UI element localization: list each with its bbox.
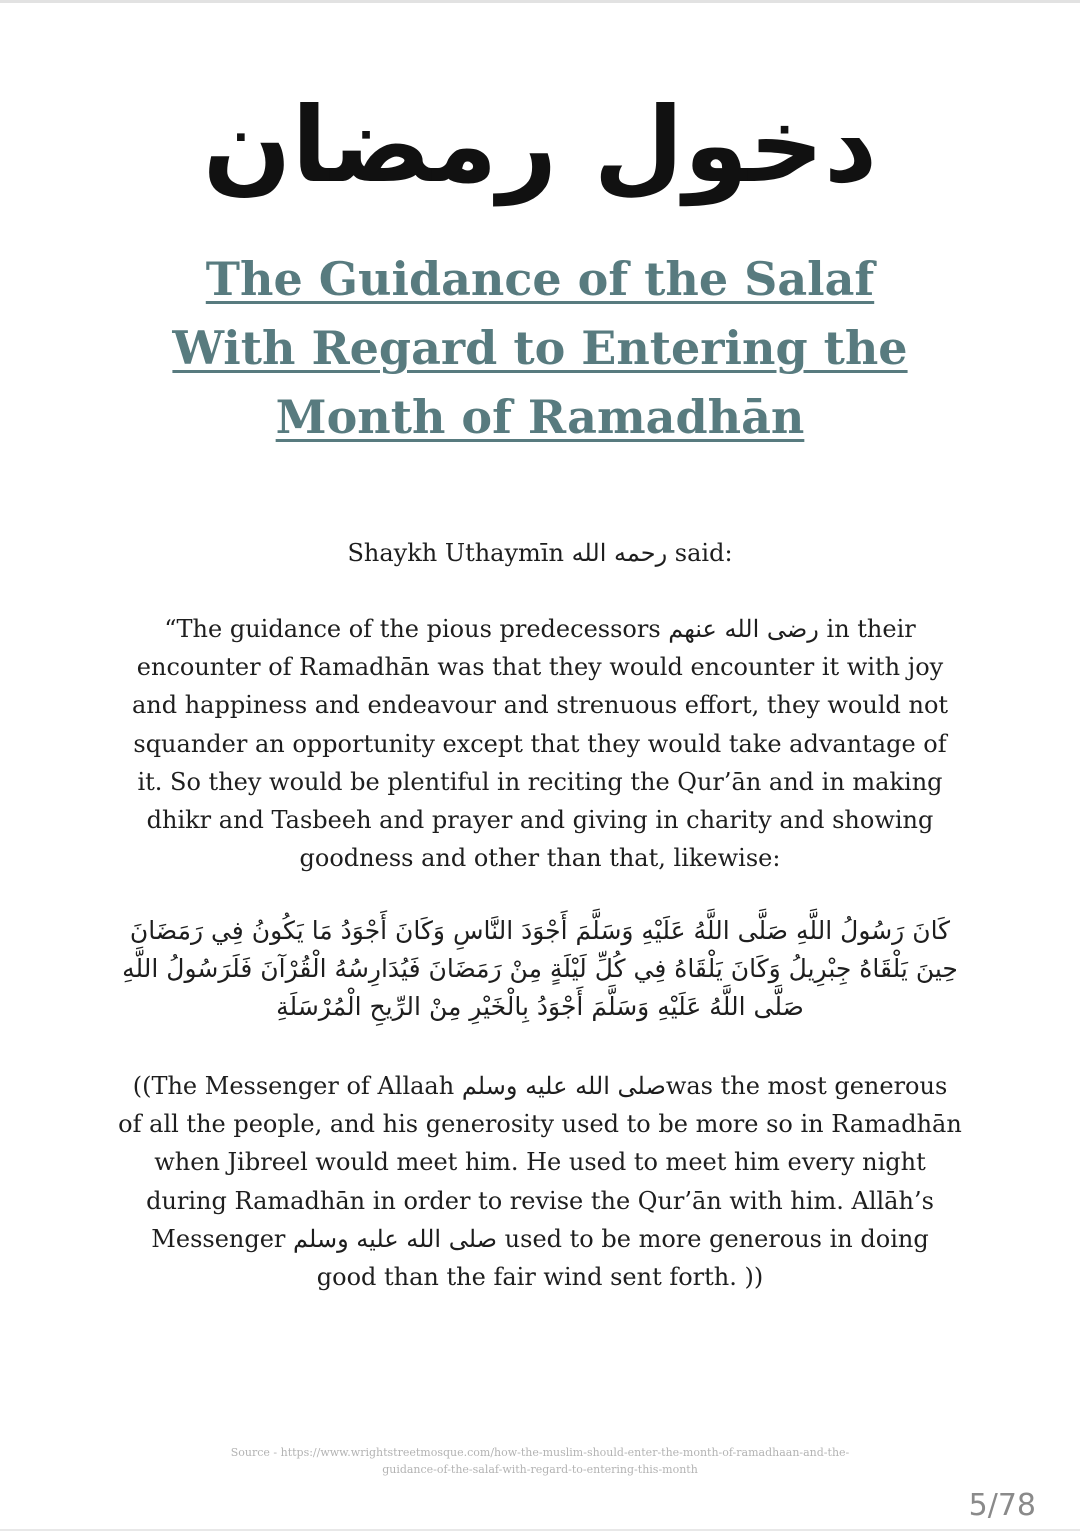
arabic-title: دخول رمضان [202, 84, 878, 206]
source-link[interactable]: Source - https://www.wrightstreetmosque.com/how-the-muslim-should-enter-the-month-of-ramadhaan-and-the-guidance-of-the-salaf-with-regard-to-entering-this-month [230, 1446, 850, 1476]
paragraph-hadith-translation: ((The Messenger of Allaah صلى الله عليه وسلمwas the most generous of all the people, and his generosity used to be more so in Ramadhān when Jibreel would meet him. He used to meet him every night during Ramadhān in order to revise the Qur’ān with him. Allāh’s Messenger صلى الله عليه وسلم used to be more generous in doing good than the fair wind sent forth. )) [118, 1072, 962, 1292]
hadith-arabic-text: كَانَ رَسُولُ اللَّهِ صَلَّى اللَّهُ عَلَيْهِ وَسَلَّمَ أَجْوَدَ النَّاسِ وَكَانَ أَجْوَدُ مَا يَكُونُ فِي رَمَضَانَ حِينَ يَلْقَاهُ جِبْرِيلُ وَكَانَ يَلْقَاهُ فِي كُلِّ لَيْلَةٍ مِنْ رَمَضَانَ فَيُدَارِسُهُ الْقُرْآنَ فَلَرَسُولُ اللَّهِ صَلَّى اللَّهُ عَلَيْهِ وَسَلَّمَ أَجْوَدُ بِالْخَيْرِ مِنْ الرِّيحِ الْمُرْسَلَةِ [122, 916, 958, 1021]
page-title: The Guidance of the Salaf With Regard to Entering the Month of Ramadhān [172, 252, 908, 444]
page-indicator: 5/78 [968, 1488, 1036, 1523]
attribution-line: Shaykh Uthaymīn رحمه الله said: [347, 539, 733, 567]
paragraph-quote: “The guidance of the pious predecessors رضى الله عنهم in their encounter of Ramadhān was that they would encounter it with joy and happiness and endeavour and strenuous effort, they would not squander an opportunity except that they would take advantage of it. So they would be plentiful in reciting the Qur’ān and in making dhikr and Tasbeeh and prayer and giving in charity and showing goodness and other than that, likewise: [131, 615, 949, 873]
